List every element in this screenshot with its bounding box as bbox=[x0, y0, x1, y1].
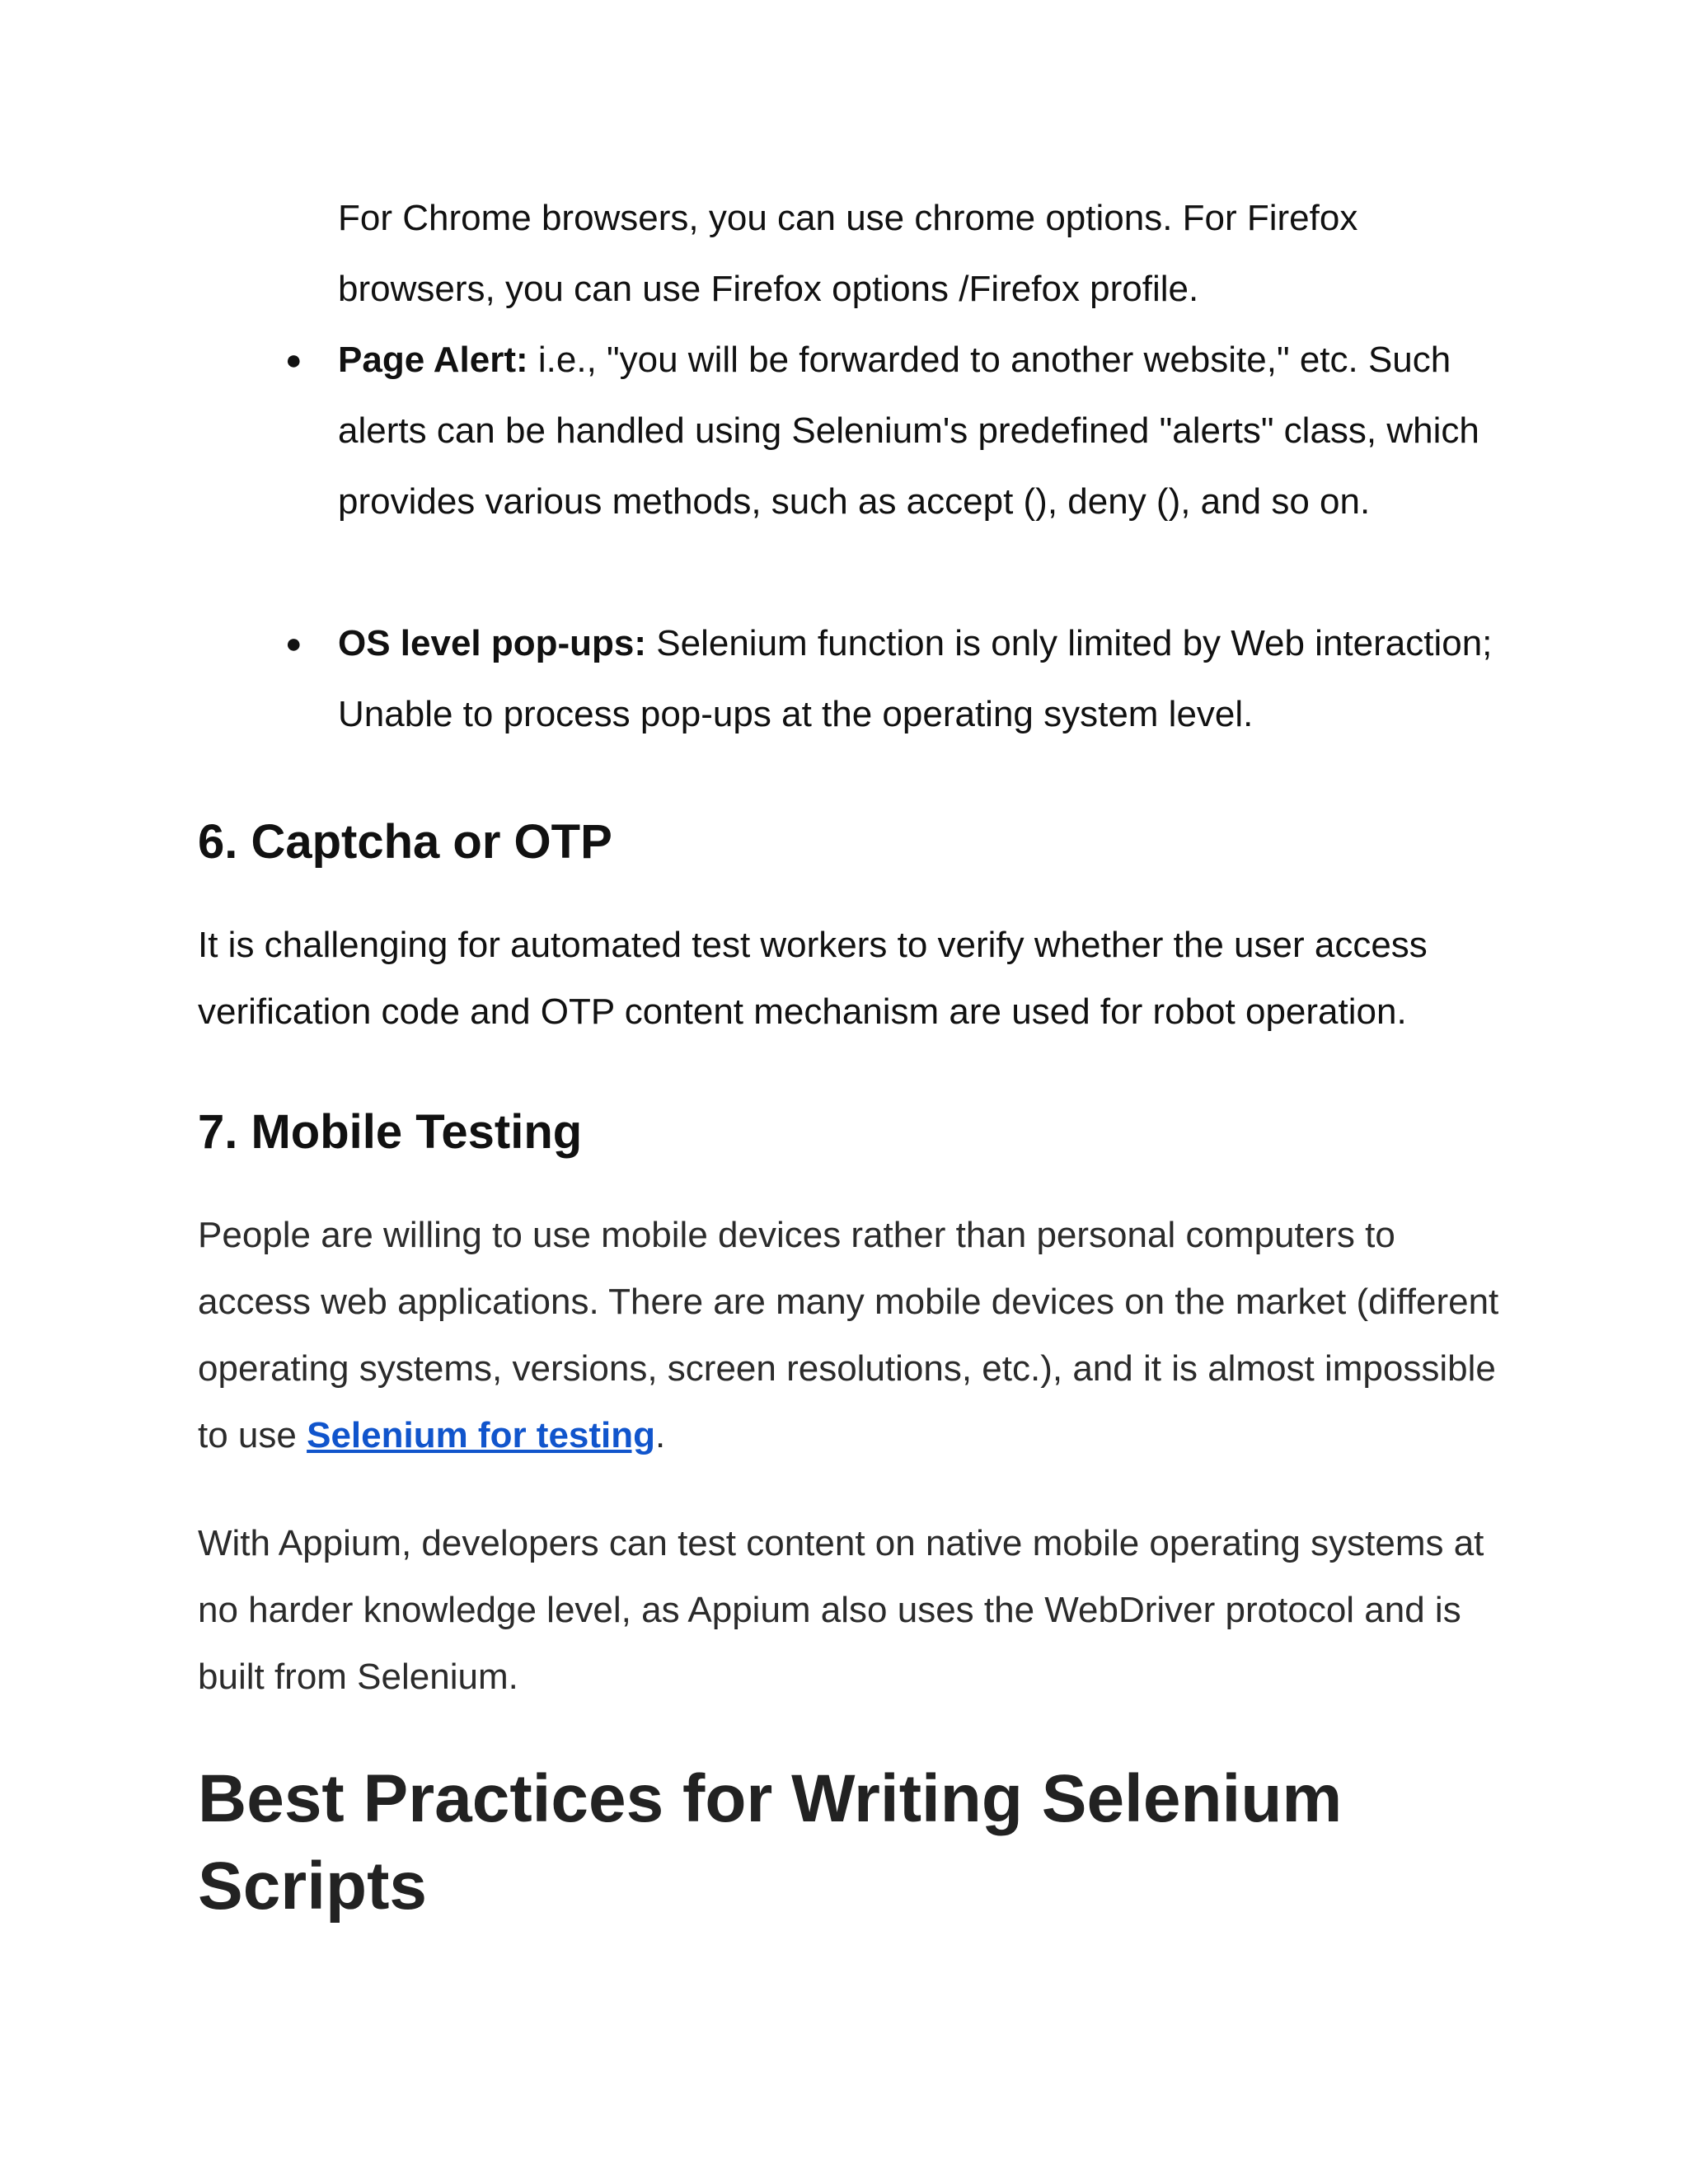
section-paragraph-mobile-1 bbox=[198, 1202, 1500, 1469]
best-practices-heading: Best Practices for Writing Selenium Scripts bbox=[198, 1761, 1343, 1924]
bullet-text: Selenium function is only limited by Web interaction; Unable to process pop-ups at the operating system level. bbox=[338, 623, 1493, 734]
continuation-line-2: browsers, you can use Firefox options /Firefox profile. bbox=[338, 269, 1199, 309]
continuation-line-1: For Chrome browsers, you can use chrome options. For Firefox bbox=[338, 198, 1358, 238]
bullet-text: i.e., "you will be forwarded to another website," etc. Such alerts can be handled using Selenium's predefined "alerts" class, which provides various methods, such as accept (), deny (), and so on. bbox=[338, 340, 1479, 522]
bullet-body bbox=[338, 325, 1517, 537]
section-heading-captcha: 6. Captcha or OTP bbox=[198, 815, 612, 869]
bullet-item-page-alert bbox=[285, 325, 1522, 608]
bullet-item-os-popups bbox=[285, 608, 1522, 750]
bullet-marker: ● bbox=[285, 628, 302, 659]
bullet-label: OS level pop-ups: bbox=[338, 623, 647, 663]
section-heading-mobile: 7. Mobile Testing bbox=[198, 1105, 583, 1159]
paragraph-text-end: . bbox=[655, 1415, 666, 1455]
continuation-text bbox=[338, 183, 1508, 325]
section-paragraph-captcha: It is challenging for automated test workers to verify whether the user access verification code and OTP content mechanism are used for robot operation. bbox=[198, 925, 1428, 1032]
bullet-marker: ● bbox=[285, 344, 302, 376]
section-paragraph-mobile-2: With Appium, developers can test content on native mobile operating systems at no harder knowledge level, as Appium also uses the WebDriver protocol and is built from Selenium. bbox=[198, 1523, 1484, 1697]
selenium-testing-link[interactable]: Selenium for testing bbox=[307, 1415, 656, 1455]
paragraph-text: People are willing to use mobile devices rather than personal computers to access web applications. There are many mobile devices on the market (different operating systems, versions, screen resolutions, etc.), and it is almost impossible to use bbox=[198, 1215, 1499, 1455]
bullet-label: Page Alert: bbox=[338, 340, 528, 380]
bullet-body bbox=[338, 608, 1517, 750]
